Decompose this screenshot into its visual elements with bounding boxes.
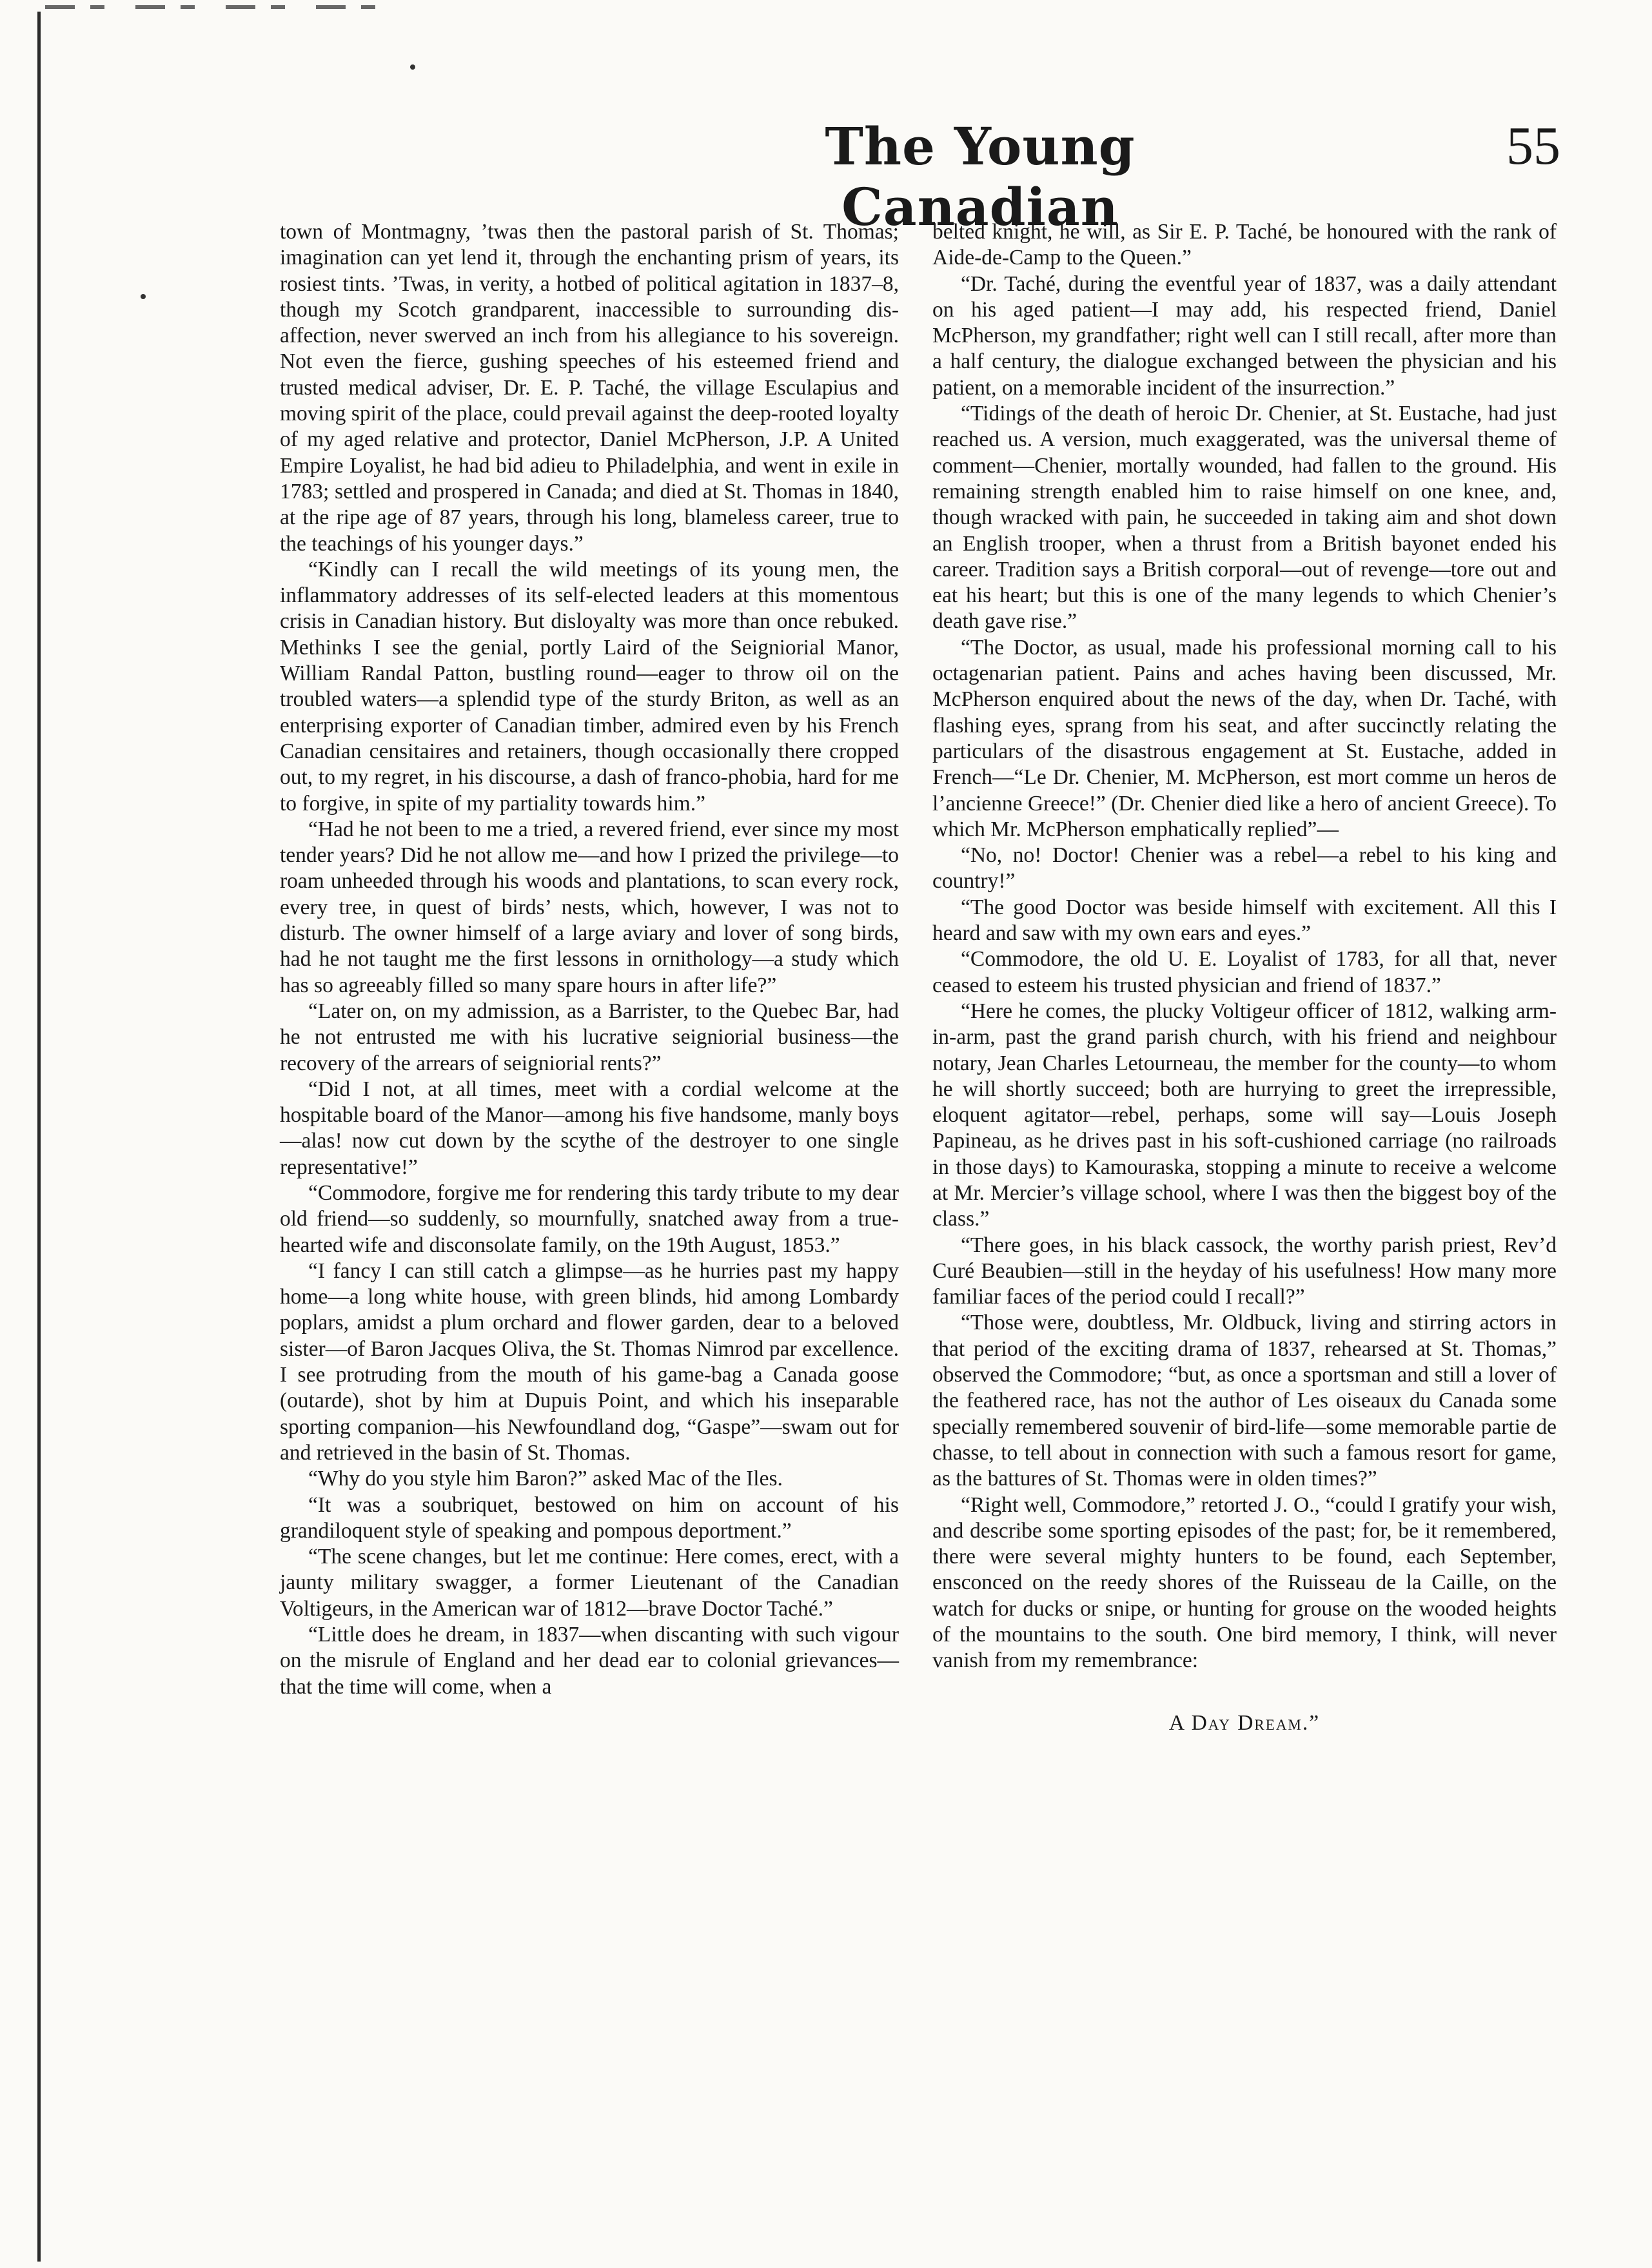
publication-title: The Young Canadian [825, 116, 1136, 237]
paragraph: “Here he comes, the plucky Voltigeur officer of 1812, walking arm-in-arm, past the grand parish church, with his friend and neighbour notary, Jean Charles Letourneau, the member for the county—to whom he will shortly succeed; both are hurrying to greet the irrepressible, eloquent agitator—rebel, perhaps, some will say—Louis Joseph Papineau, as he drives past in his soft-cushioned carriage (no railroads in those days) to Kamouraska, stopping a minute to receive a welcome at Mr. Mercier’s village school, where I was then the biggest boy of the class.” [932, 999, 1557, 1231]
paragraph: “Commodore, forgive me for rendering this tardy tribute to my dear old friend—so suddenly, so mournfully, snatched away from a true-hearted wife and disconsolate family, on the 19th August, 1853.” [280, 1180, 899, 1257]
scan-speck [141, 294, 146, 299]
right-column [932, 219, 1557, 1736]
page-header [277, 110, 1560, 237]
paragraph: town of Montmagny, ’twas then the pastoral parish of St. Thomas; imagination can yet lend it, through the enchanting prism of years, its rosiest tints. ’Twas, in verity, a hotbed of political agitation in 1837–8, though my Scotch grandparent, inaccessible to surrounding disaffection, never swerved an inch from his allegiance to his sovereign. Not even the fierce, gushing speeches of his esteemed friend and trusted medical adviser, Dr. E. P. Taché, the village Esculapius and moving spirit of the place, could prevail against the deep-rooted loyalty of my aged relative and protector, Daniel McPherson, J.P. A United Empire Loyalist, he had bid adieu to Philadelphia, and went in exile in 1783; settled and prospered in Canada; and died at St. Thomas in 1840, at the ripe age of 87 years, through his long, blameless career, true to the teachings of his younger days.” [280, 220, 899, 556]
paragraph: “Why do you style him Baron?” asked Mac of the Iles. [308, 1467, 783, 1491]
paragraph: “It was a soubriquet, bestowed on him on account of his grandiloquent style of speaking and pompous deportment.” [280, 1492, 899, 1543]
paragraph: “There goes, in his black cassock, the worthy parish priest, Rev’d Curé Beaubien—still in the heyday of his usefulness! How many more familiar faces of the period could I recall?” [932, 1233, 1557, 1309]
paragraph: “Those were, doubtless, Mr. Oldbuck, living and stirring actors in that period of the exciting drama of 1837, rehearsed at St. Thomas,” observed the Commodore; “but, as once a sportsman and still a lover of the feathered race, has not the author of Les oiseaux du Canada some specially remembered souvenir of bird-life—some memorable partie de chasse, to tell about in connection with such a famous resort for game, as the battures of St. Thomas were in olden times?” [932, 1311, 1557, 1491]
paragraph: “Commodore, the old U. E. Loyalist of 1783, for all that, never ceased to esteem his trusted physician and friend of 1837.” [932, 947, 1557, 997]
left-column [280, 219, 899, 1700]
section-heading: A Day Dream.” [1168, 1710, 1321, 1735]
paragraph: “Did I not, at all times, meet with a cordial welcome at the hospitable board of the Manor—among his five handsome, manly boys—alas! now cut down by the scythe of the destroyer to one single representative!” [280, 1077, 899, 1179]
paragraph: “Little does he dream, in 1837—when discanting with such vigour on the misrule of England and her dead ear to colonial grievances—that the time will come, when a [280, 1623, 899, 1699]
paragraph: “Kindly can I recall the wild meetings of its young men, the inflammatory addresses of its self-elected leaders at this momentous crisis in Canadian history. But disloyalty was more than once rebuked. Methinks I see the genial, portly Laird of the Seigniorial Manor, William Randal Patton, bustling round—eager to throw oil on the troubled waters—a splendid type of the sturdy Briton, as well as an enterprising exporter of Canadian timber, admired even by his French Canadian censitaires and retainers, though occasionally there cropped out, to my regret, in his discourse, a dash of franco-phobia, hard for me to forgive, in spite of my partiality towards him.” [280, 557, 899, 816]
paragraph: “The Doctor, as usual, made his professional morning call to his octagenarian patient. Pains and aches having been discussed, Mr. McPherson enquired about the news of the day, when Dr. Taché, with flashing eyes, sprang from his seat, and after succinctly relating the particulars of the disastrous engagement at St. Eustache, added in French—“Le Dr. Chenier, M. McPherson, est mort comme un heros de l’ancienne Greece!” (Dr. Chenier died like a hero of ancient Greece). To which Mr. McPherson emphatically replied”— [932, 635, 1557, 841]
paragraph: “I fancy I can still catch a glimpse—as he hurries past my happy home—a long white house, with green blinds, hid among Lombardy poplars, amidst a plum orchard and flower garden, dear to a beloved sister—of Baron Jacques Oliva, the St. Thomas Nimrod par excellence. I see protruding from the mouth of his game-bag a Canada goose (outarde), shot by him at Dupuis Point, and which his inseparable sporting companion—his Newfoundland dog, “Gaspe”—swam out for and retrieved in the basin of St. Thomas. [280, 1258, 899, 1465]
page-number: 55 [1506, 116, 1560, 176]
paragraph: belted knight, he will, as Sir E. P. Taché, be honoured with the rank of Aide-de-Camp to the Queen.” [932, 220, 1557, 270]
paragraph: “Had he not been to me a tried, a revered friend, ever since my most tender years? Did he not allow me—and how I prized the privilege—to roam unheeded through his woods and plantations, to scan every rock, every tree, in quest of birds’ nests, which, however, I was not to disturb. The owner himself of a large aviary and lover of song birds, had he not taught me the first lessons in ornithology—a study which has so agreeably filled so many spare hours in after life?” [280, 817, 899, 997]
paragraph: “No, no! Doctor! Chenier was a rebel—a rebel to his king and country!” [932, 843, 1557, 894]
paragraph: “Right well, Commodore,” retorted J. O., “could I gratify your wish, and describe some sporting episodes of the past; for, be it remembered, there were several mighty hunters to be found, each September, ensconced on the reedy shores of the Ruisseau de la Caille, on the watch for ducks or snipe, or hunting for grouse on the wooded heights of the mountains to the south. One bird memory, I think, will never vanish from my remembrance: [932, 1492, 1557, 1673]
paragraph: “The scene changes, but let me continue: Here comes, erect, with a jaunty military swagger, a former Lieutenant of the Canadian Voltigeurs, in the American war of 1812—brave Doctor Taché.” [280, 1545, 899, 1621]
paragraph: “Tidings of the death of heroic Dr. Chenier, at St. Eustache, had just reached us. A version, much exaggerated, was the universal theme of comment—Chenier, mortally wounded, had fallen to the ground. His remaining strength enabled him to raise himself on one knee, and, though wracked with pain, he succeeded in taking aim and shot down an English trooper, when a thrust from a British bayonet ended his career. Tradition says a British corporal—out of revenge—tore out and eat his heart; but this is one of the many legends to which Chenier’s death gave rise.” [932, 402, 1557, 634]
scan-speck [410, 64, 415, 70]
paragraph: “Dr. Taché, during the eventful year of 1837, was a daily attendant on his aged patient—I may add, his respected friend, Daniel McPherson, my grandfather; right well can I still recall, after more than a half century, the dialogue exchanged between the physician and his patient, on a memorable incident of the insurrection.” [932, 271, 1557, 400]
scan-edge-marks [45, 5, 406, 9]
binding-edge [37, 12, 41, 2262]
paragraph: “The good Doctor was beside himself with excitement. All this I heard and saw with my own ears and eyes.” [932, 895, 1557, 946]
paragraph: “Later on, on my admission, as a Barrister, to the Quebec Bar, had he not entrusted me with his lucrative seigniorial business—the recovery of the arrears of seigniorial rents?” [280, 999, 899, 1075]
